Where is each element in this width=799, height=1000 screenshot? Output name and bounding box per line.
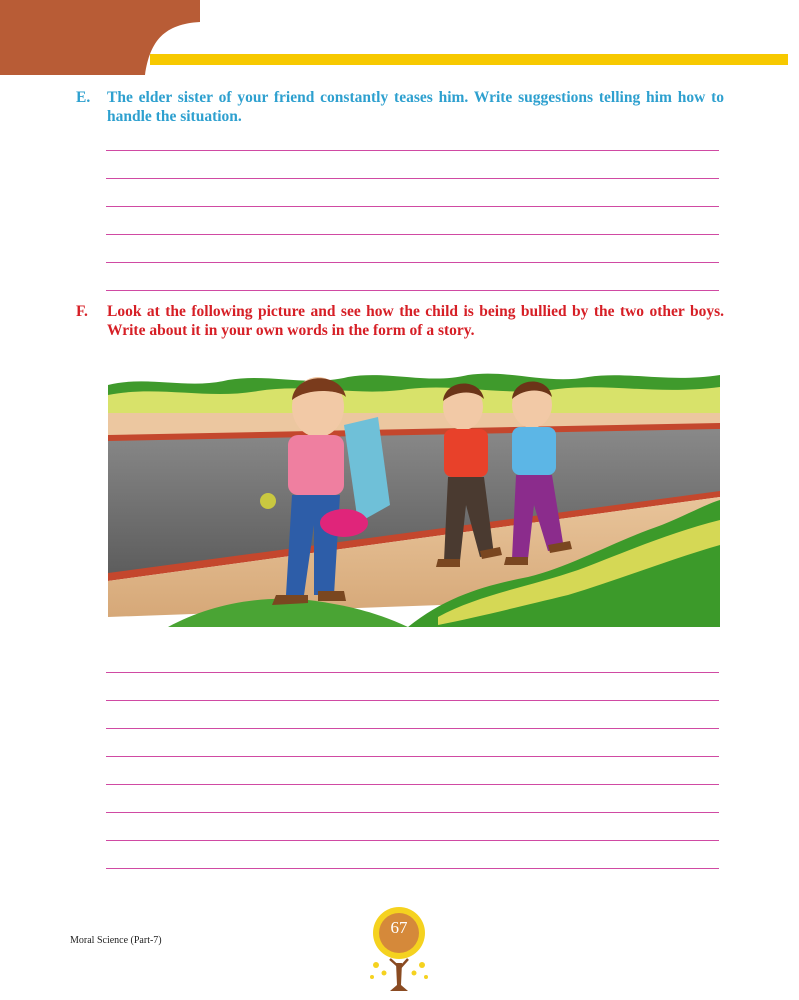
question-f: [76, 302, 724, 340]
answer-line[interactable]: [106, 812, 719, 813]
answer-line[interactable]: [106, 150, 719, 151]
question-e-text: The elder sister of your friend constantly teases him. Write suggestions telling him how to handle the situation.: [107, 89, 724, 125]
header-yellow-stripe: [150, 54, 788, 65]
question-f-letter: F.: [76, 303, 88, 320]
question-e: [76, 88, 724, 126]
answer-line[interactable]: [106, 868, 719, 869]
page-number: 67: [390, 918, 408, 937]
question-f-text: Look at the following picture and see how the child is being bullied by the two other boys. Write about it in your own words in the form of a story.: [107, 303, 724, 339]
answer-line[interactable]: [106, 840, 719, 841]
header-decoration: [0, 0, 799, 80]
answer-line[interactable]: [106, 234, 719, 235]
answer-line[interactable]: [106, 784, 719, 785]
answer-line[interactable]: [106, 262, 719, 263]
answer-line[interactable]: [106, 756, 719, 757]
answer-line[interactable]: [106, 672, 719, 673]
answer-line[interactable]: [106, 290, 719, 291]
answer-line[interactable]: [106, 178, 719, 179]
answer-line[interactable]: [106, 206, 719, 207]
question-e-letter: E.: [76, 89, 91, 106]
book-title: Moral Science (Part-7): [70, 935, 162, 946]
answer-line[interactable]: [106, 728, 719, 729]
answer-line[interactable]: [106, 700, 719, 701]
three-boys-walking-illustration: [108, 355, 720, 627]
